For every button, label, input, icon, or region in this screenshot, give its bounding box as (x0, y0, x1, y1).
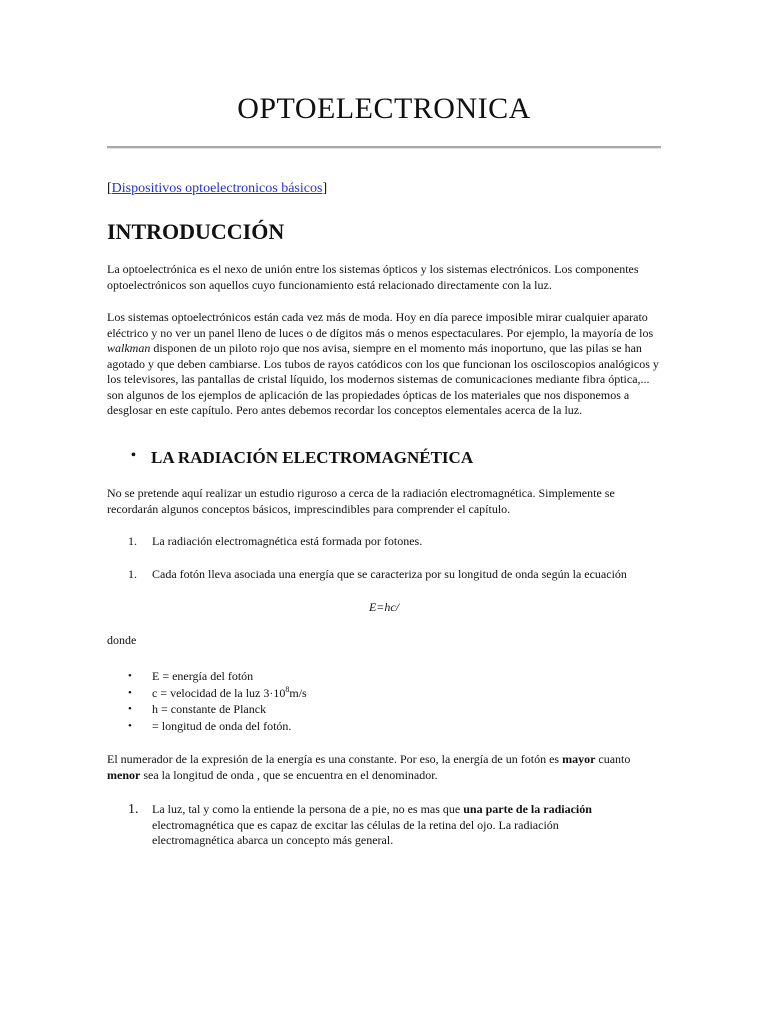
breadcrumb (107, 181, 327, 197)
menor-bold: menor (107, 767, 141, 782)
walkman-emphasis: walkman (107, 341, 151, 355)
donde-label: donde (107, 633, 137, 647)
definitions-list (128, 668, 307, 734)
intro-paragraph-1: La optoelectrónica es el nexo de unión entre los sistemas ópticos y los sistemas electrónicos. Los componentes optoelectrónicos son aquellos cuyo funcionamiento está relacionado directamente con la luz. (107, 262, 639, 292)
numbered-item (128, 534, 422, 550)
page-title: OPTOELECTRONICA (237, 92, 531, 125)
p2-mid: cuanto (595, 752, 631, 766)
p2-start: El numerador de la expresión de la energía es una constante. Por eso, la energía de un fotón es (107, 752, 563, 766)
list-item (128, 685, 307, 702)
list-item (128, 701, 307, 718)
item-text: La radiación electromagnética está formada por fotones. (152, 534, 423, 548)
intro-paragraph-2 (107, 310, 663, 419)
bullet-icon: • (131, 448, 136, 463)
item3-start: La luz, tal y como la entiende la persona de a pie, no es mas que (152, 802, 464, 816)
mayor-bold: mayor (562, 752, 596, 766)
section-heading-text: LA RADIACIÓN ELECTROMAGNÉTICA (151, 448, 474, 467)
def-text: E = energía del fotón (152, 669, 254, 683)
bracket-open: [ (107, 181, 112, 196)
section-paragraph-2 (107, 752, 663, 783)
bracket-close: ] (322, 181, 328, 196)
intro-heading: INTRODUCCIÓN (107, 219, 285, 244)
horizontal-rule (107, 146, 661, 149)
bullet-icon: • (128, 719, 132, 732)
bullet-icon: • (128, 703, 132, 715)
bullet-icon: • (128, 670, 132, 682)
def-text: = longitud de onda del fotón. (152, 718, 292, 733)
list-item (128, 668, 307, 685)
def-unit: m/s (289, 685, 307, 700)
numbered-item (128, 802, 628, 849)
item-number: 1. (128, 567, 137, 581)
item-number: 1. (128, 802, 139, 817)
p2-end: sea la longitud de onda , que se encuentra en el denominador. (140, 767, 438, 782)
list-item (128, 718, 307, 735)
energy-equation: E=hc/ (368, 600, 400, 614)
intro-p2-end: disponen de un piloto rojo que nos avisa, siempre en el momento más inoportuno, que las pilas se han agotado y que deben cambiarse. Los tubos de rayos catódicos con los que funcionan los osciloscopios analógicos y los televisores, las pantallas de cristal líquido, los modernos sistemas de comunicaciones mediante fibra óptica,... son algunos de los ejemplos de aplicación de las propiedades ópticas de los materiales que nos disponemos a desglosar en este capítulo. Pero antes debemos recordar los conceptos elementales acerca de la luz. (107, 341, 659, 417)
def-text: h = constante de Planck (152, 702, 267, 716)
intro-p2-start: Los sistemas optoelectrónicos están cada vez más de moda. Hoy en día parece imposible mirar cualquier aparato eléctrico y no ver un panel lleno de luces o de dígitos más o menos espectaculares. Por ejemplo, la mayoría de los (107, 310, 654, 340)
item-text (152, 802, 628, 849)
item3-bold: una parte de la radiación (463, 802, 592, 816)
def-text: c = velocidad de la luz 3·10 (152, 685, 286, 700)
section-heading (131, 448, 473, 468)
item-text: Cada fotón lleva asociada una energía que se caracteriza por su longitud de onda según la ecuación (152, 567, 627, 581)
numbered-item (128, 567, 668, 583)
section-paragraph-1: No se pretende aquí realizar un estudio riguroso a cerca de la radiación electromagnética. Simplemente se recordarán algunos conceptos básicos, imprescindibles para comprender el capítulo. (107, 486, 615, 516)
dispositivos-link[interactable]: Dispositivos optoelectronicos básicos (111, 181, 323, 196)
item3-end: electromagnética que es capaz de excitar las células de la retina del ojo. La radiación electromagnética abarca un concepto más general. (152, 817, 559, 847)
bullet-icon: • (128, 686, 132, 699)
exponent: 8 (285, 684, 290, 694)
item-number: 1. (128, 534, 137, 548)
